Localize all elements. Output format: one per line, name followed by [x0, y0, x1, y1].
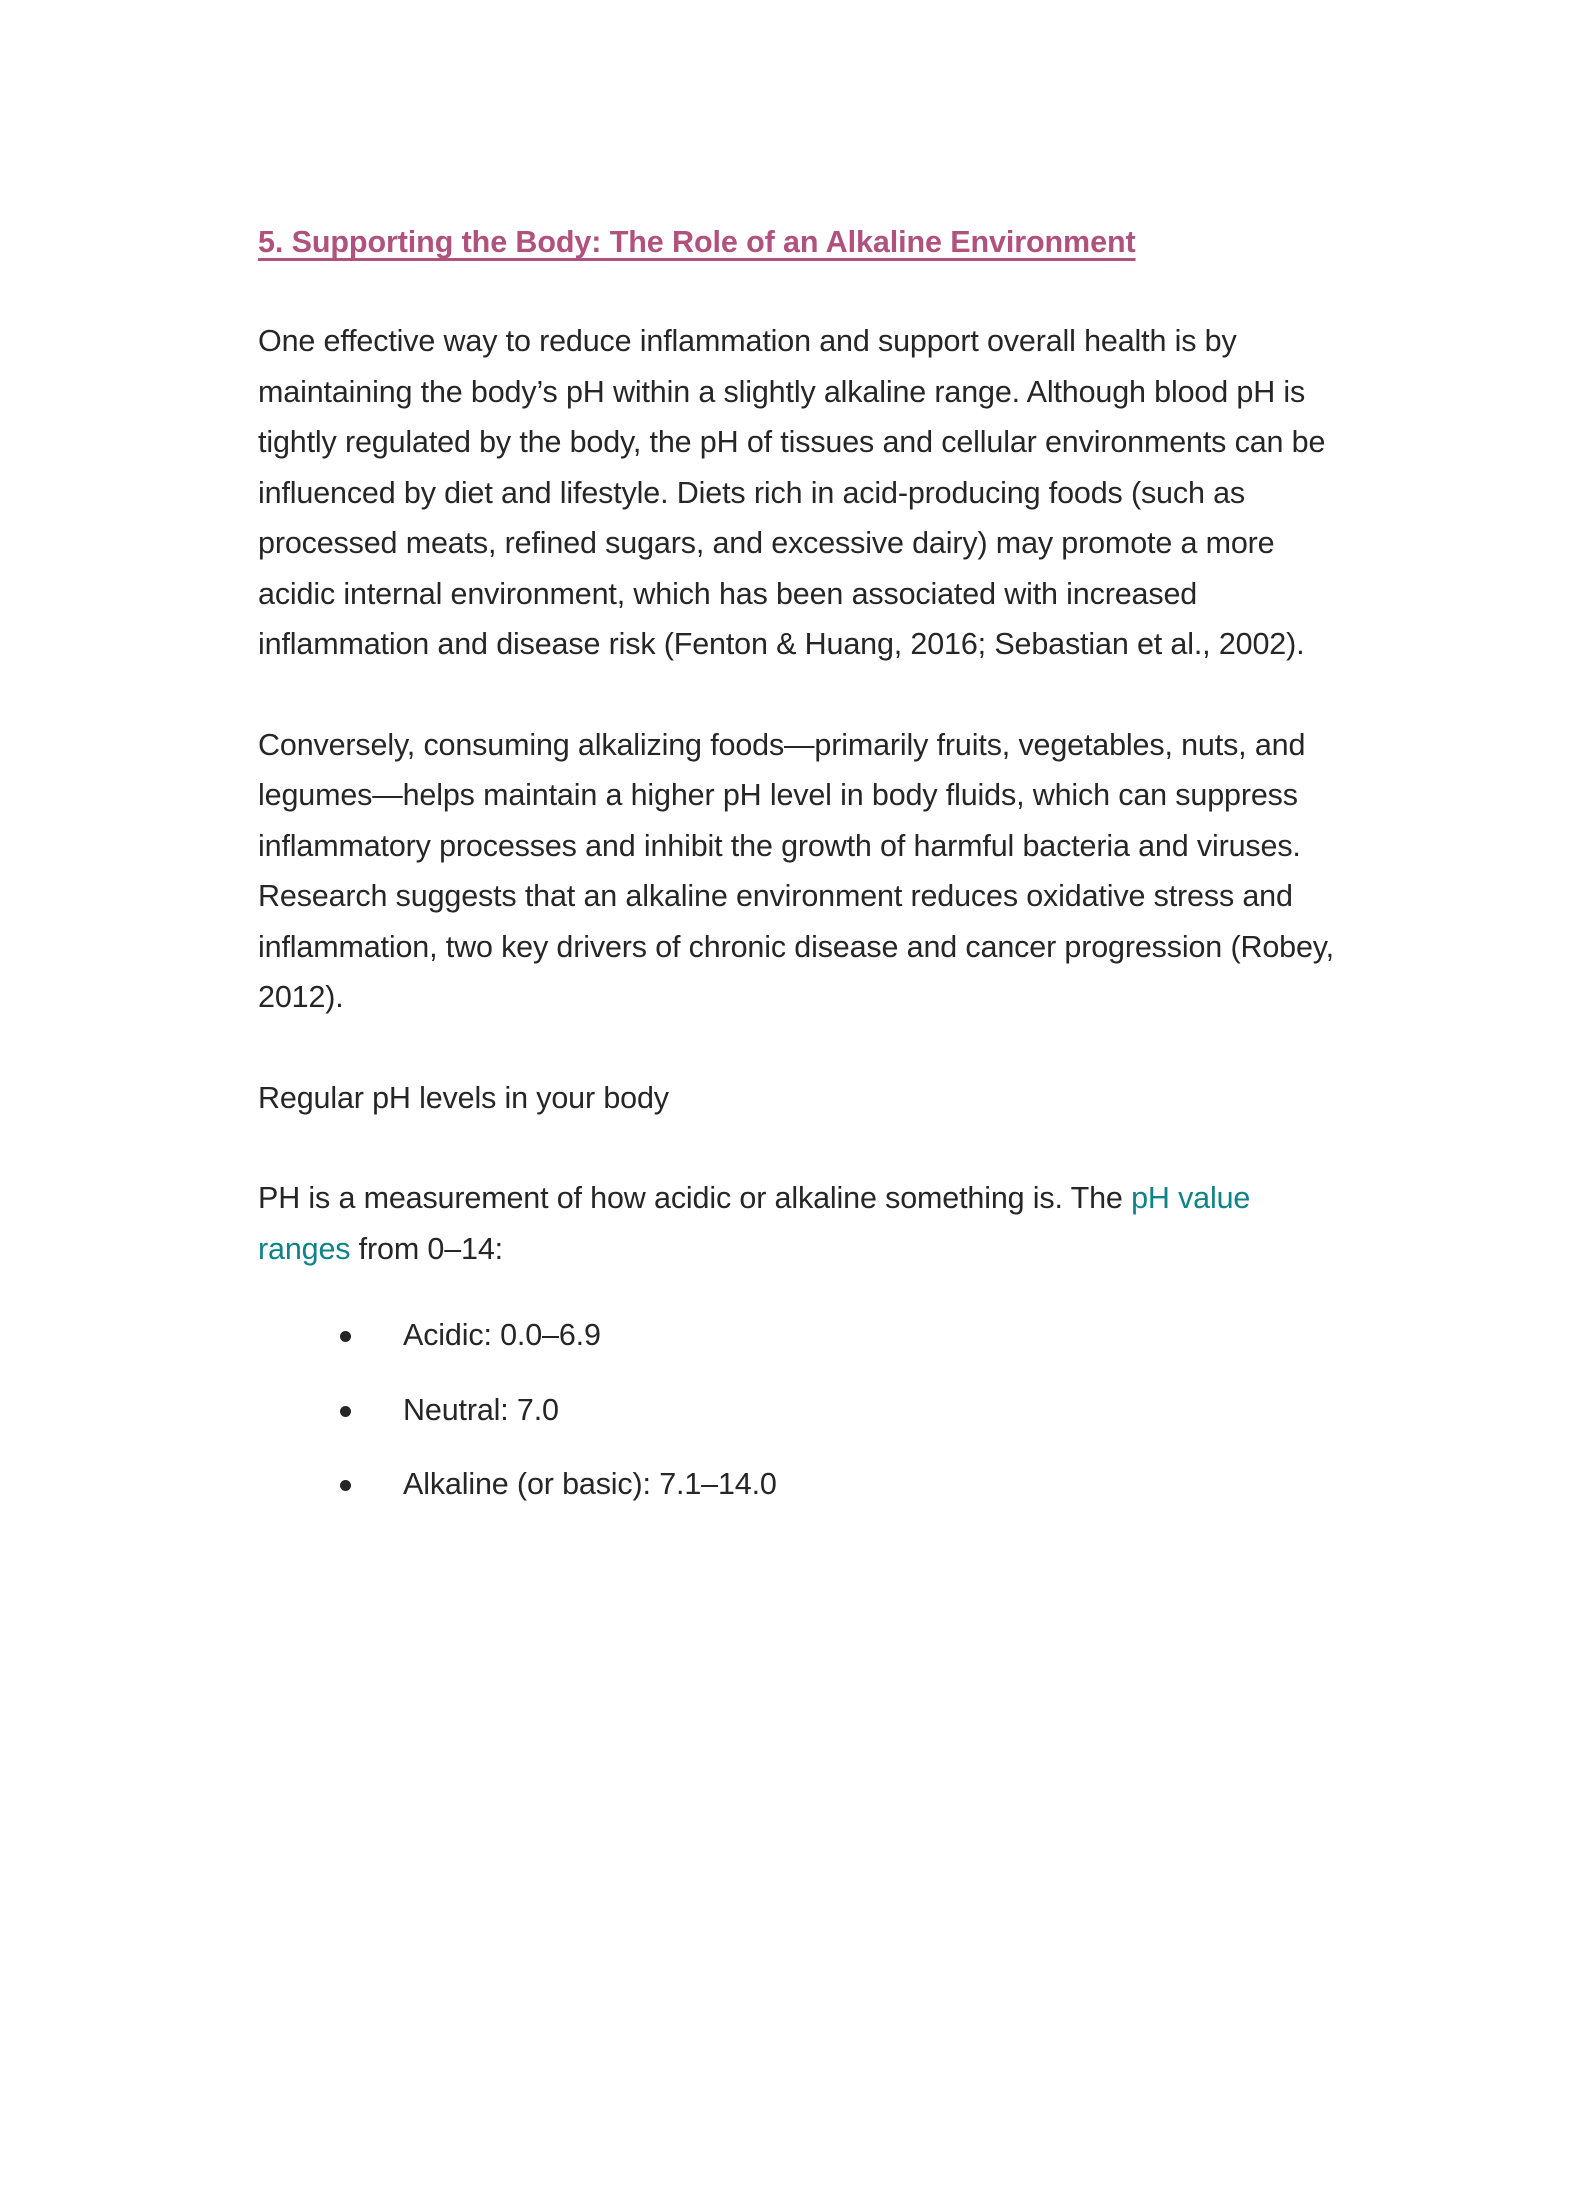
- list-item: [258, 1459, 1336, 1510]
- bullet-icon: [340, 1331, 351, 1342]
- spacer: [258, 1123, 1336, 1173]
- spacer: [258, 263, 1336, 316]
- spacer: [258, 1274, 1336, 1310]
- spacer: [258, 670, 1336, 720]
- ph-definition-text-after-link: from 0–14:: [350, 1231, 503, 1266]
- document-content: [258, 222, 1336, 1510]
- paragraph-regular-ph-levels: Regular pH levels in your body: [258, 1080, 669, 1115]
- ph-definition-text-before-link: PH is a measurement of how acidic or alkaline something is. The: [258, 1181, 1132, 1216]
- bullet-icon: [340, 1406, 351, 1417]
- spacer: [258, 1023, 1336, 1073]
- ph-value-ranges-link[interactable]: pH value ranges: [258, 1181, 1251, 1266]
- list-item-label: Neutral: 7.0: [403, 1392, 559, 1427]
- paragraph-alkaline-intro: One effective way to reduce inflammation and support overall health is by maintaining the body’s pH within a slightly alkaline range. Although blood pH is tightly regulated by the body, the pH of tissues and cellular environments can be influenced by diet and lifestyle. Diets rich in acid-producing foods (such as processed meats, refined sugars, and excessive dairy) may promote a more acidic internal environment, which has been associated with increased inflammation and disease risk (Fenton & Huang, 2016; Sebastian et al., 2002).: [258, 324, 1326, 662]
- paragraph-ph-definition: [258, 1173, 1336, 1274]
- list-item: [258, 1385, 1336, 1436]
- bullet-icon: [340, 1480, 351, 1491]
- list-item-label: Acidic: 0.0–6.9: [403, 1318, 601, 1353]
- section-heading: 5. Supporting the Body: The Role of an Alkaline Environment: [258, 225, 1136, 259]
- list-item-label: Alkaline (or basic): 7.1–14.0: [403, 1467, 777, 1502]
- ph-range-list: [258, 1310, 1336, 1510]
- paragraph-alkalizing-foods: Conversely, consuming alkalizing foods—primarily fruits, vegetables, nuts, and legumes—helps maintain a higher pH level in body fluids, which can suppress inflammatory processes and inhibit the growth of harmful bacteria and viruses. Research suggests that an alkaline environment reduces oxidative stress and inflammation, two key drivers of chronic disease and cancer progression (Robey, 2012).: [258, 727, 1334, 1015]
- list-item: [258, 1310, 1336, 1361]
